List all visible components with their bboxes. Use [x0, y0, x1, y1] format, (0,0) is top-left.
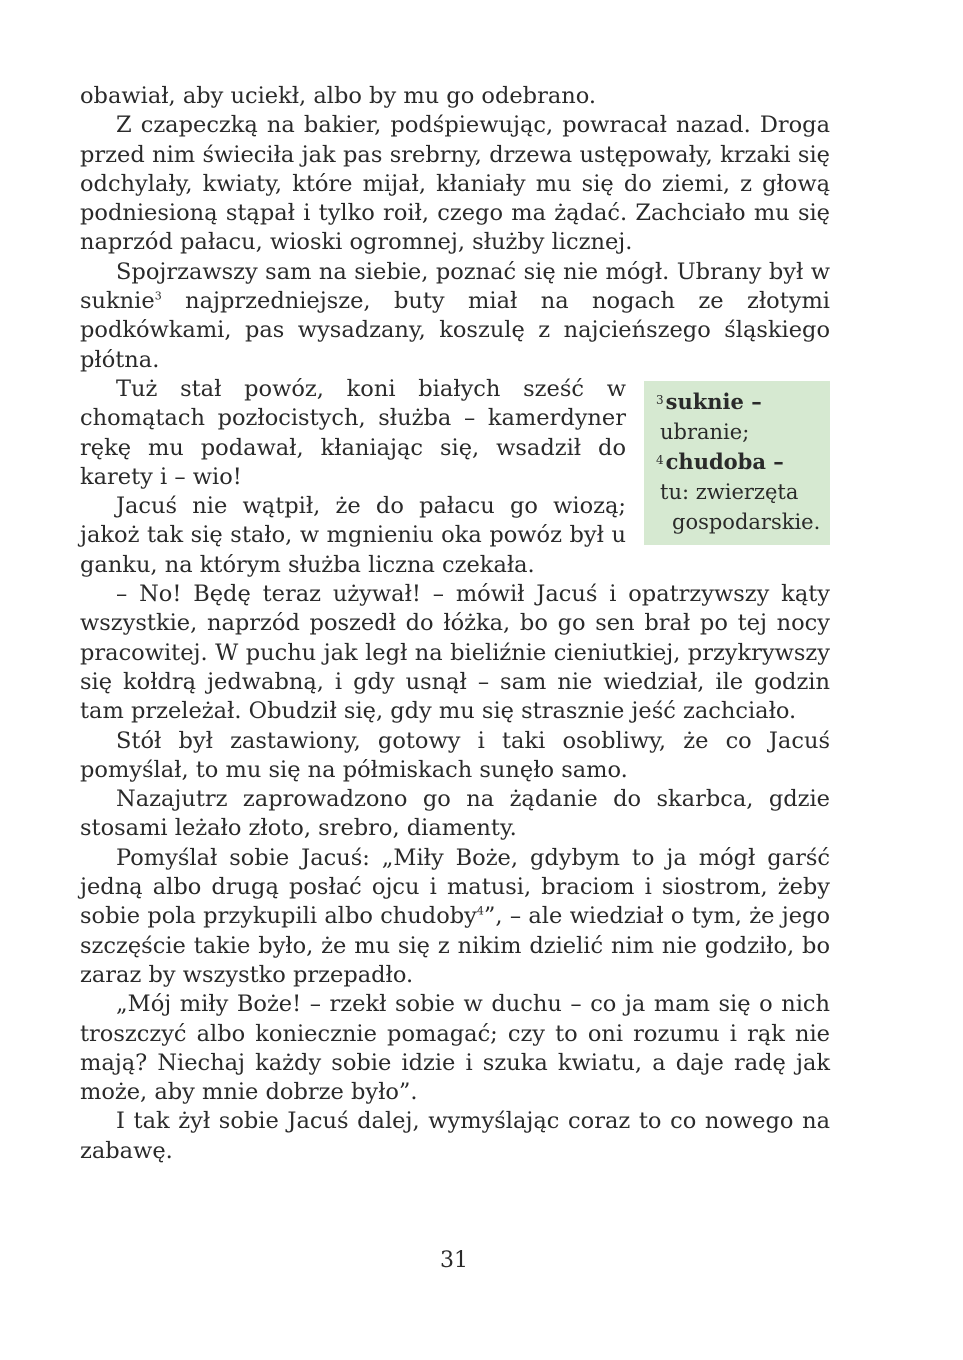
- story-text: [80, 82, 830, 1166]
- paragraph: Tuż stał powóz, koni białych sześć w chomątach pozłocistych, służba – kamerdyner rękę mu podawał, kłaniając się, wsadził do karety i – wio!: [80, 375, 626, 490]
- footnote-definition: tu: zwierzęta gospodarskie.: [660, 479, 821, 534]
- paragraph: Z czapeczką na bakier, podśpiewując, powracał nazad. Droga przed nim świeciła jak pas srebrny, drzewa ustępowały, krzaki się odchylały, kwiaty, które mijał, kłaniały mu się do ziemi, z głową podniesioną stąpał i tylko roił, czego ma żądać. Zachciało mu się naprzód pałacu, wioski ogromnej, służby licznej.: [80, 112, 830, 256]
- footnote-number: 3: [656, 392, 664, 407]
- footnote-definition: ubranie;: [660, 419, 750, 444]
- paragraph-text: Spojrzawszy sam na siebie, poznać się nie mógł. Ubrany był w suknie: [80, 258, 830, 315]
- paragraph: Nazajutrz zaprowadzono go na żądanie do skarbca, gdzie stosami leżało złoto, srebro, diamenty.: [80, 786, 830, 842]
- footnote-box: [644, 381, 830, 545]
- footnote-number: 4: [656, 452, 664, 467]
- paragraph: [80, 844, 830, 990]
- paragraph: „Mój miły Boże! – rzekł sobie w duchu – co ja mam się o nich troszczyć albo koniecznie pomagać; czy to oni rozumu i rąk nie mają? Niechaj każdy sobie idzie i szuka kwiatu, a daje radę jak może, aby mnie dobrze było”.: [80, 991, 830, 1106]
- footnote-ref-3: 3: [154, 289, 162, 303]
- paragraph-text: Pomyślał sobie Jacuś: „Miły Boże, gdybym to ja mógł garść jedną albo drugą posłać ojcu i matusi, braciom i siostrom, żeby sobie pola przykupili albo chudoby: [80, 844, 830, 930]
- footnote-3: [652, 387, 822, 447]
- paragraph-text: ”, – ale wiedział o tym, że jego szczęście takie było, że mu się z nikim dzielić nim nie godziło, bo zaraz by wszystko przepadło.: [80, 903, 830, 988]
- page-number: 31: [440, 1248, 468, 1273]
- footnote-term: chudoba –: [665, 448, 784, 474]
- paragraph-text: najprzedniejsze, buty miał na nogach ze złotymi podkówkami, pas wysadzany, koszulę z najcieńszego śląskiego płótna.: [80, 288, 830, 373]
- paragraph: I tak żył sobie Jacuś dalej, wymyślając coraz to co nowego na zabawę.: [80, 1108, 830, 1164]
- paragraph: Stół był zastawiony, gotowy i taki osobliwy, że co Jacuś pomyślał, to mu się na półmiskach sunęło samo.: [80, 727, 830, 783]
- paragraph: obawiał, aby uciekł, albo by mu go odebrano.: [80, 83, 597, 109]
- footnote-ref-4: 4: [476, 904, 484, 918]
- paragraph: – No! Będę teraz używał! – mówił Jacuś i opatrzywszy kąty wszystkie, naprzód poszedł do łóżka, bo go sen brał po tej nocy pracowitej. W puchu jak legł na bieliźnie cieniutkiej, przykrywszy się kołdrą jedwabną, i gdy usnął – sam nie wiedział, ile godzin tam przeleżał. Obudził się, gdy mu się strasznie jeść zachciało.: [80, 581, 830, 725]
- paragraph: Jacuś nie wątpił, że do pałacu go wiozą; jakoż tak się stało, w mgnieniu oka powóz był u ganku, na którym służba liczna czekała.: [80, 493, 626, 578]
- paragraph: [80, 258, 830, 375]
- footnote-4: [652, 447, 822, 537]
- footnote-term: suknie –: [665, 388, 762, 414]
